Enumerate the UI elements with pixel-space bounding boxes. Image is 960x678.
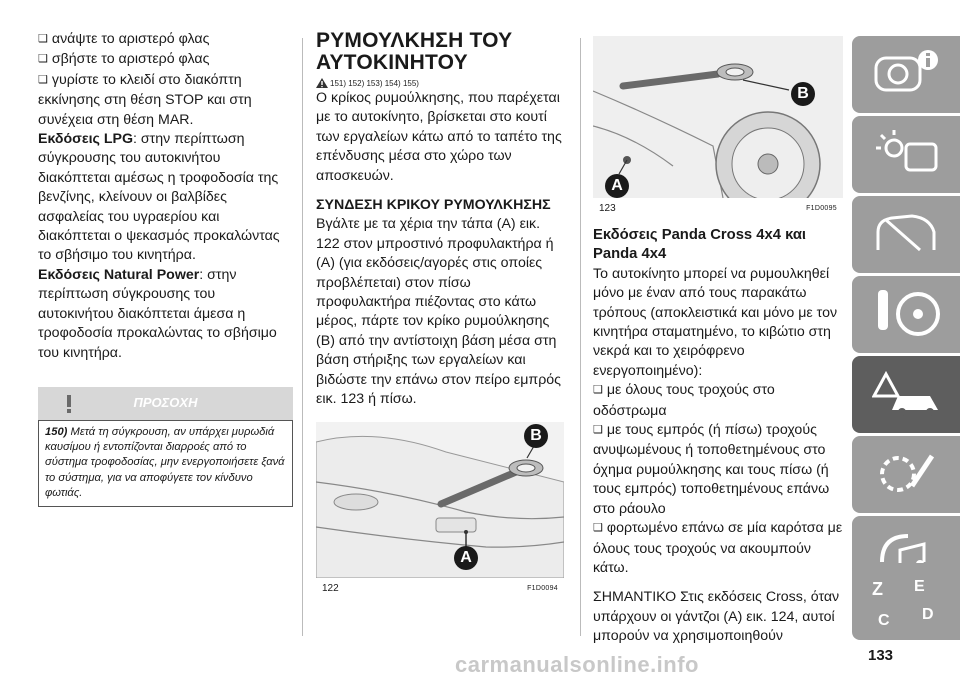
column-middle [316, 30, 564, 594]
key-steering-icon [872, 286, 942, 342]
warning-text: Μετά τη σύγκρουση, αν υπάρχει μυρωδιά καυσίμου ή εντοπίζονται διαρροές από το σύστημα τροφοδοσίας, μην ενεργοποιήσετε ξανά το σύστημα, για να αποφύγετε τον κίνδυνο φωτιάς. [45, 425, 285, 499]
tab-safety[interactable] [852, 196, 960, 273]
figure-number: 122 [322, 582, 339, 594]
front-bumper-illustration [316, 422, 564, 578]
list-item: ❑ φορτωμένο επάνω σε μία καρότσα με όλους τους τροχούς να ακουμπούν κάτω. [593, 519, 843, 578]
reference-numbers: 151) 152) 153) 154) 155) [330, 78, 419, 88]
lpg-label: Εκδόσεις LPG [38, 131, 134, 148]
figure-code: F1D0095 [806, 205, 837, 212]
subheading: Εκδόσεις Panda Cross 4x4 και Panda 4x4 [593, 227, 807, 263]
callout-b: B [791, 82, 815, 106]
list-item: ❑ ανάψτε το αριστερό φλας [38, 30, 293, 50]
natural-power-text: : στην περίπτωση σύγκρουσης του αυτοκινήτου διακόπτεται άμεσα η τροφοδοσία προκαλώντας το σβήσιμο του κινητήρα. [38, 266, 277, 361]
callout-a: A [605, 174, 629, 198]
figure-number: 123 [599, 203, 616, 214]
list-item: ❑ με όλους τους τροχούς στο οδόστρωμα [593, 381, 843, 421]
warning-references [316, 78, 564, 88]
paragraph-lpg [38, 130, 293, 266]
watermark: carmanualsonline.info [455, 652, 699, 677]
svg-text:C: C [878, 612, 890, 629]
subheading: ΣΥΝΔΕΣΗ ΚΡΙΚΟΥ ΡΥΜΟΥΛΚΗΣΗΣ [316, 197, 551, 214]
breakdown-car-icon [872, 366, 942, 422]
figure-caption [316, 583, 564, 594]
index-letters-icon [872, 573, 942, 629]
list-item: ❑ γυρίστε το κλειδί στο διακόπτη [38, 71, 293, 91]
list-item: ❑ σβήστε το αριστερό φλας [38, 50, 293, 70]
tab-maintenance[interactable] [852, 436, 960, 513]
safety-belt-icon [872, 206, 942, 262]
column-left [38, 30, 293, 507]
tab-dashboard[interactable] [852, 36, 960, 113]
svg-text:Z: Z [872, 579, 883, 599]
column-right [593, 36, 843, 647]
figure-123 [593, 36, 843, 198]
callout-a: A [454, 546, 478, 570]
column-divider [580, 38, 581, 636]
lpg-text: : στην περίπτωση σύγκρουσης του αυτοκινήτου διακόπτεται αμέσως η τροφοδοσία της βενζίνης, κλείνουν οι βαλβίδες ασφαλείας του υγραερίου και διακόπτεται ο ψεκασμός προκαλώντας το σβήσιμο του κινητήρα. [38, 131, 280, 264]
paragraph: ΣΗΜΑΝΤΙΚΟ Στις εκδόσεις Cross, όταν υπάρχουν οι γάντζοι (A) εικ. 124, αυτοί μπορούν να χρησιμοποιηθούν [593, 589, 840, 645]
paragraph: εκκίνησης στη θέση STOP και στη συνέχεια στη θέση MAR. [38, 92, 252, 128]
svg-text:D: D [922, 606, 934, 623]
warning-small-icon [316, 78, 328, 88]
tab-in-an-emergency[interactable] [852, 356, 960, 433]
tab-starting-driving[interactable] [852, 276, 960, 353]
list-item: ❑ με τους εμπρός (ή πίσω) τροχούς ανυψωμένους ή τοποθετημένους στο όχημα ρυμούλκησης και τους πίσω (ή τους εμπρός) τοποθετημένους επάνω στο ράουλο [593, 421, 843, 519]
paragraph-natural-power [38, 266, 293, 363]
dashboard-info-icon [872, 46, 942, 102]
paragraph: Ο κρίκος ρυμούλκησης, που παρέχεται με το αυτοκίνητο, βρίσκεται στο κουτί των εργαλείων κάτω από το ταπέτο της επένδυσης μέσα στο χώρο των αποσκευών. [316, 90, 562, 184]
natural-power-label: Εκδόσεις Natural Power [38, 266, 200, 283]
page-number: 133 [868, 647, 894, 664]
warning-header [38, 387, 293, 420]
warning-lights-icon [872, 126, 942, 182]
callout-b: B [524, 424, 548, 448]
figure-122 [316, 422, 564, 578]
svg-text:E: E [914, 578, 925, 595]
section-heading: ΡΥΜΟΥΛΚΗΣΗ ΤΟΥ ΑΥΤΟΚΙΝΗΤΟΥ [316, 29, 513, 74]
tab-index[interactable] [852, 563, 960, 640]
service-wrench-icon [872, 446, 942, 502]
paragraph: Βγάλτε με τα χέρια την τάπα (A) εικ. 122 στον μπροστινό προφυλακτήρα ή (A) (για εκδόσεις/αγορές στις οποίες προβλέπεται) στον πίσω προφυλακτήρα πιέζοντας στο κάτω μέρος, πάρτε τον κρίκο ρυμούλκησης (B) από την αντίστοιχη βάση μέσα στη βάση στήριξης των εργαλείων και βιδώστε την επάνω στον πείρο εμπρός εικ. 123 ή πίσω. [316, 216, 562, 408]
figure-caption [593, 203, 843, 214]
paragraph: Το αυτοκίνητο μπορεί να ρυμουλκηθεί μόνο με έναν από τους παρακάτω τρόπους (αποκλειστικά και μόνο με τον κινητήρα σταματημένο, το κιβώτιο στη νεκρά και το χειρόφρενο ενεργοποιημένο): [593, 265, 838, 379]
figure-code: F1D0094 [527, 584, 558, 592]
warning-box [38, 420, 293, 507]
column-divider [302, 38, 303, 636]
rear-bumper-illustration [593, 36, 843, 198]
tab-warning-lights[interactable] [852, 116, 960, 193]
warning-number: 150) [45, 425, 68, 438]
warning-title: ΠΡΟΣΟΧΗ [133, 394, 198, 410]
